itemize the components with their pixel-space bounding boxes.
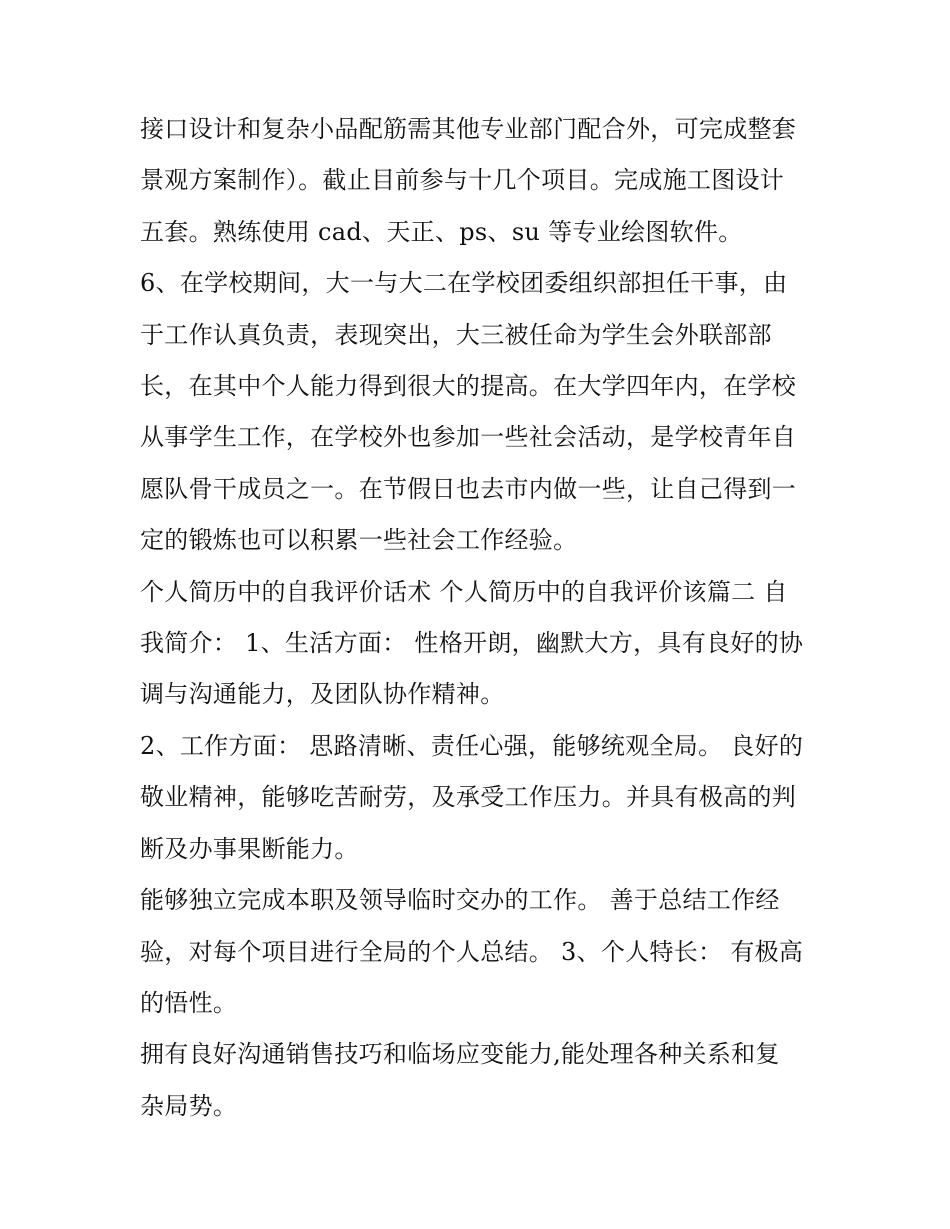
text-line: 断及办事果断能力。 xyxy=(140,834,359,863)
text-line: 调与沟通能力，及团队协作精神。 xyxy=(140,680,505,709)
text-line: 我简介： 1、生活方面： 性格开朗，幽默大方，具有良好的协 xyxy=(140,629,804,658)
text-line: 景观方案制作）。截止目前参与十几个项目。完成施工图设计 xyxy=(140,166,785,195)
text-line: 于工作认真负责，表现突出，大三被任命为学生会外联部部 xyxy=(140,320,772,349)
text-line: 定的锻炼也可以积累一些社会工作经验。 xyxy=(140,526,578,555)
text-line: 的悟性。 xyxy=(140,988,238,1017)
text-line: 愿队骨干成员之一。在节假日也去市内做一些，让自己得到一 xyxy=(140,474,797,503)
text-line: 能够独立完成本职及领导临时交办的工作。 善于总结工作经 xyxy=(140,886,780,915)
text-line: 杂局势。 xyxy=(140,1091,238,1120)
text-line: 从事学生工作，在学校外也参加一些社会活动，是学校青年自 xyxy=(140,423,797,452)
text-line: 接口设计和复杂小品配筋需其他专业部门配合外，可完成整套 xyxy=(140,115,797,143)
text-line: 2、工作方面： 思路清晰、责任心强，能够统观全局。 良好的 xyxy=(140,731,804,760)
document-body xyxy=(140,104,820,1132)
text-line: 个人简历中的自我评价话术 个人简历中的自我评价该篇二 自 xyxy=(140,577,788,606)
text-line: 验，对每个项目进行全局的个人总结。 3、个人特长： 有极高 xyxy=(140,937,804,966)
text-line: 敬业精神，能够吃苦耐劳，及承受工作压力。并具有极高的判 xyxy=(140,783,797,812)
text-line: 拥有良好沟通销售技巧和临场应变能力,能处理各种关系和复 xyxy=(140,1040,780,1069)
text-line: 五套。熟练使用 cad、天正、ps、su 等专业绘图软件。 xyxy=(140,217,743,246)
text-line: 6、在学校期间，大一与大二在学校团委组织部担任干事，由 xyxy=(140,269,788,298)
text-line: 长，在其中个人能力得到很大的提高。在大学四年内，在学校 xyxy=(140,372,797,401)
